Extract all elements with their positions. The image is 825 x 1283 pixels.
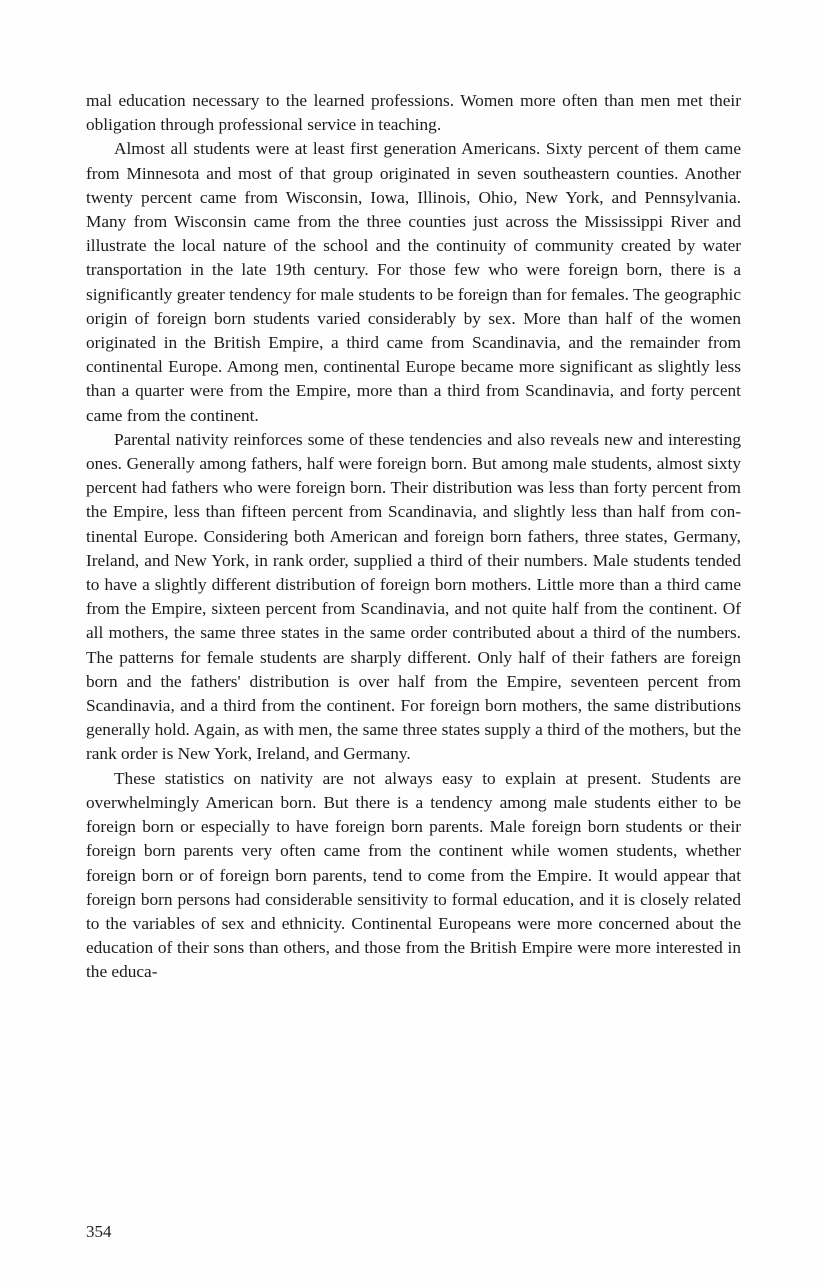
body-text [86, 89, 741, 985]
paragraph-parental-nativity: Parental nativity reinforces some of these tendencies and also reveals new and interesting ones. Generally among fathers, half were foreign born. But among male students, almost sixty percent had fathers who were foreign born. Their distribution was less than forty percent from the Empire, less than fifteen percent from Scandinavia, and slightly less than half from continental Europe. Considering both American and foreign born fathers, three states, Germany, Ireland, and New York, in rank order, supplied a third of their numbers. Male students tended to have a slightly different distribution of foreign born mothers. Little more than a third came from the Empire, sixteen percent from Scandinavia, and not quite half from the continent. Of all mothers, the same three states in the same order contributed about a third of the numbers. The patterns for female students are sharply different. Only half of their fathers are foreign born and the fathers' distribution is over half from the Empire, seventeen percent from Scandinavia, and a third from the continent. For foreign born mothers, the same distributions generally hold. Again, as with men, the same three states supply a third of the mothers, but the rank order is New York, Ireland, and Germany. [86, 429, 741, 764]
page-number: 354 [86, 1222, 112, 1241]
paragraph-nativity-statistics: These statistics on nativity are not always easy to explain at present. Students are overwhelmingly American born. But there is a tendency among male students either to be foreign born or especially to have foreign born parents. Male foreign born students or their foreign born parents very often came from the continent while women students, whether foreign born or of foreign born parents, tend to come from the Empire. It would appear that foreign born persons had considerable sensitivity to formal education, and it is closely related to the variables of sex and ethnicity. Continental Europeans were more concerned about the education of their sons than others, and those from the British Empire were more interested in the educa- [86, 768, 741, 982]
paragraph-continued: mal education necessary to the learned professions. Women more often than men met their obligation through professional service in teaching. [86, 91, 741, 135]
paragraph-student-origins: Almost all students were at least first generation Americans. Sixty percent of them came from Minnesota and most of that group originated in seven southeastern counties. Another twenty percent came from Wisconsin, Iowa, Illinois, Ohio, New York, and Pennsylvania. Many from Wisconsin came from the three counties just across the Mississippi River and illustrate the local nature of the school and the continuity of community created by water transportation in the late 19th century. For those few who were foreign born, there is a significantly greater tendency for male students to be foreign than for females. The geographic origin of foreign born students varied considerably by sex. More than half of the women originated in the British Empire, a third came from Scandinavia, and the remainder from continental Europe. Among men, continental Europe became more significant as slightly less than a quarter were from the Empire, more than a third from Scandinavia, and forty percent came from the continent. [86, 139, 741, 425]
